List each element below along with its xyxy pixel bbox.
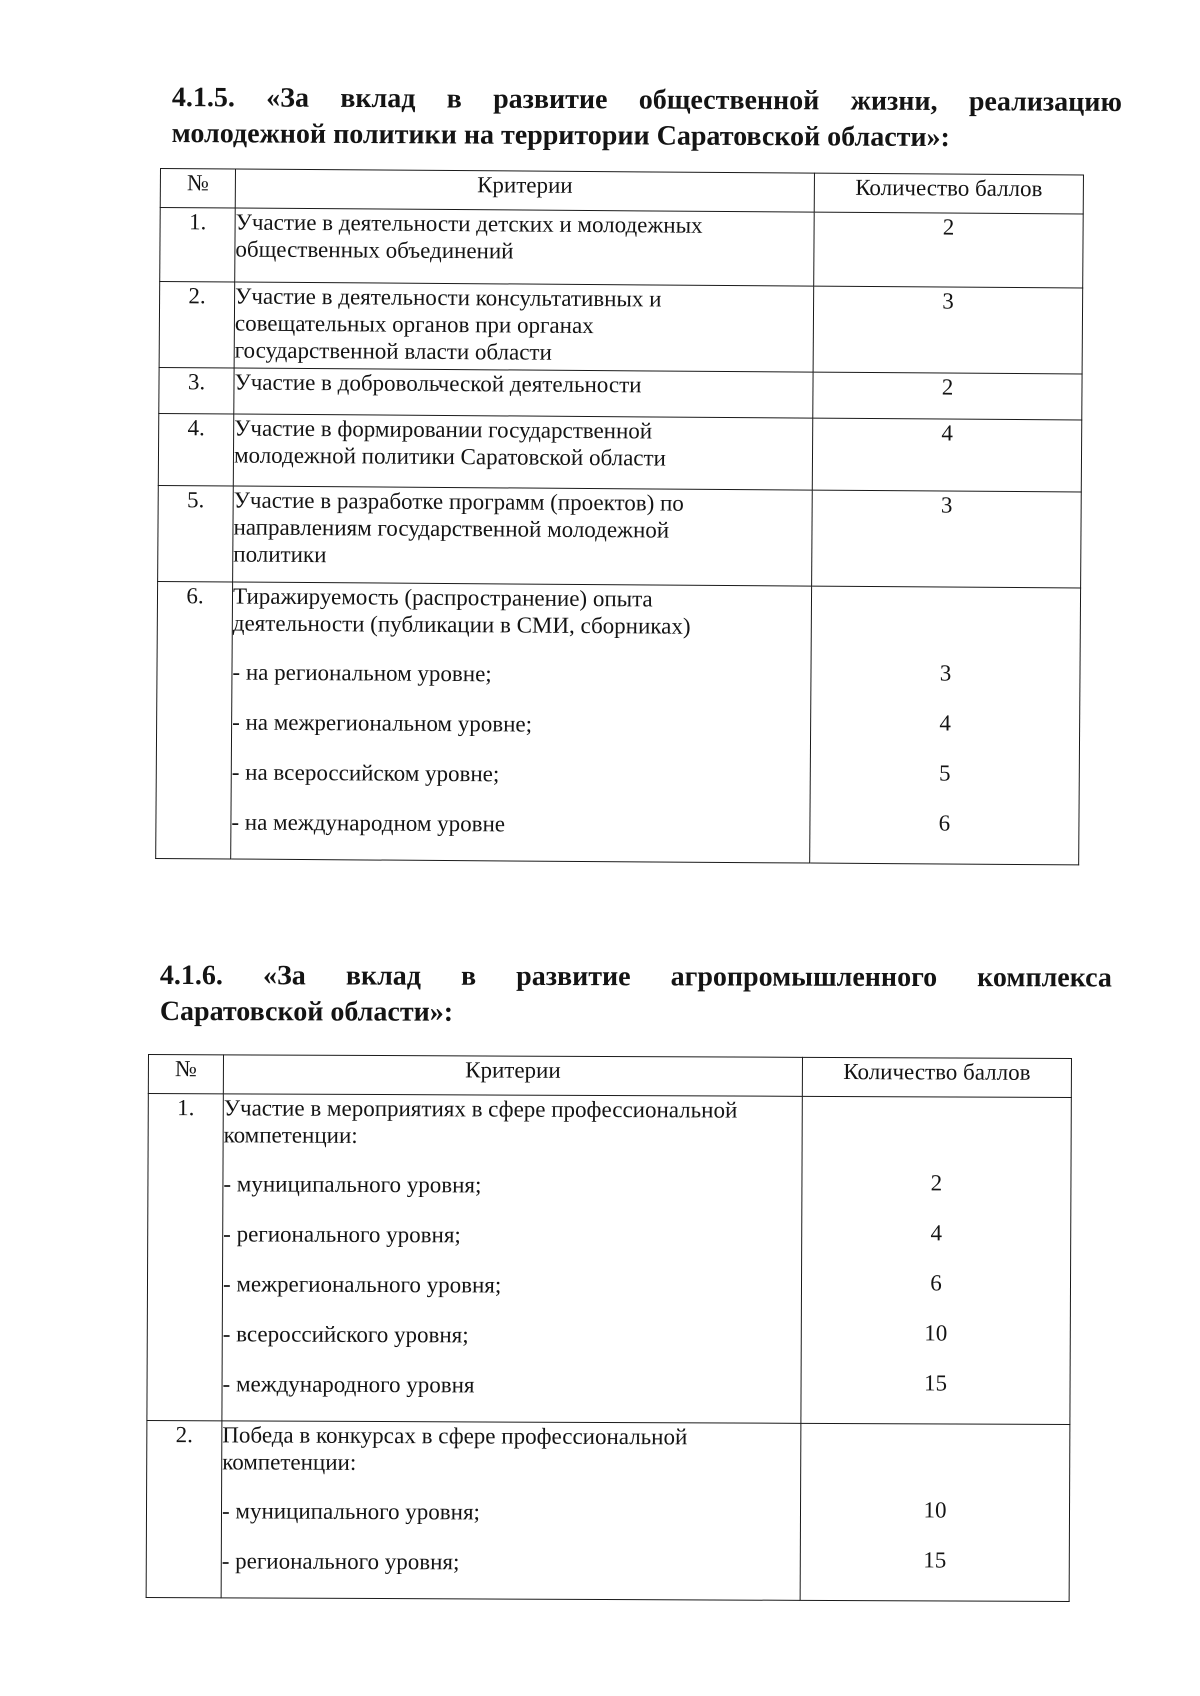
table-row: [147, 1094, 1071, 1425]
sub-points: 15: [924, 1370, 948, 1396]
points-value: 3: [940, 492, 953, 518]
table-body: [146, 1094, 1071, 1602]
criteria-line: политики: [233, 541, 327, 568]
row-criteria: [231, 582, 812, 863]
sub-criterion: - на международном уровне: [231, 809, 506, 837]
criteria-line: Участие в деятельности детских и молодежных: [235, 209, 703, 238]
sub-criterion: - регионального уровня;: [221, 1548, 460, 1575]
spacer: [801, 1424, 1069, 1497]
sub-points: 10: [924, 1320, 948, 1346]
criteria-line: Участие в разработке программ (проектов) по: [233, 487, 684, 516]
sub-criterion: - всероссийского уровня;: [222, 1321, 469, 1348]
heading-line: 4.1.6. «За вклад в развитие агропромышленного комплекса: [159, 960, 1112, 994]
header-points: Количество баллов: [802, 1057, 1071, 1097]
criteria-line: деятельности (публикации в СМИ, сборниках): [232, 610, 691, 639]
points-value: 4: [941, 420, 954, 446]
row-number: 1.: [147, 1094, 223, 1421]
heading-line: Саратовской области»:: [159, 995, 454, 1028]
row-criteria: [222, 1094, 802, 1424]
row-points: [814, 212, 1084, 288]
table-header-row: [160, 169, 1083, 214]
criteria-line: государственной власти области: [234, 337, 552, 365]
sub-criterion: - на межрегиональном уровне;: [232, 709, 533, 737]
criteria-line: Участие в деятельности консультативных и: [235, 283, 662, 312]
row-points: [812, 490, 1082, 588]
criteria-line: компетенции:: [223, 1122, 358, 1148]
row-criteria: [221, 1421, 801, 1601]
row-points: [813, 372, 1082, 420]
row-criteria: [233, 414, 812, 490]
row-points: [812, 418, 1081, 492]
section-heading-4-1-6: [160, 958, 1112, 1032]
row-points: [800, 1423, 1070, 1601]
criteria-line: Участие в мероприятиях в сфере профессиональной: [223, 1095, 738, 1123]
header-criteria: Критерии: [235, 169, 814, 212]
points-value: 2: [941, 374, 954, 400]
table-body: [156, 208, 1084, 865]
header-number: №: [148, 1055, 223, 1094]
sub-points: 3: [939, 660, 952, 686]
heading-line: 4.1.5. «За вклад в развитие общественной жизни, реализацию: [171, 81, 1122, 118]
sub-points: 6: [938, 810, 951, 836]
criteria-line: Победа в конкурсах в сфере профессиональной: [222, 1422, 688, 1450]
spacer: [803, 1097, 1071, 1170]
sub-points: 10: [923, 1497, 947, 1523]
criteria-line: Участие в добровольческой деятельности: [234, 369, 642, 398]
table-row: [156, 581, 1081, 864]
header-criteria: Критерии: [223, 1055, 802, 1097]
row-points: [801, 1096, 1071, 1424]
sub-criterion: - на всероссийском уровне;: [231, 759, 500, 787]
table-row: [159, 282, 1083, 374]
row-points: [813, 286, 1083, 374]
table-row: [146, 1420, 1070, 1601]
table-row: [158, 485, 1082, 587]
sub-criterion: - регионального уровня;: [223, 1221, 461, 1248]
row-number: 2.: [159, 282, 235, 369]
row-criteria: [235, 208, 815, 286]
row-number: 4.: [158, 413, 234, 486]
criteria-line: компетенции:: [222, 1449, 357, 1475]
sub-points: 4: [930, 1220, 943, 1246]
row-criteria: [234, 282, 814, 372]
spacer: [223, 1148, 801, 1173]
header-points: Количество баллов: [814, 173, 1083, 214]
row-number: 6.: [156, 581, 233, 859]
heading-line: молодежной политики на территории Саратовской области»:: [171, 117, 950, 154]
sub-criterion: - международного уровня: [222, 1371, 475, 1398]
points-list: [801, 1097, 1070, 1420]
row-number: 1.: [160, 208, 236, 283]
sub-criterion: - муниципального уровня;: [221, 1498, 481, 1525]
spacer: [812, 587, 1080, 661]
criteria-line: направлениям государственной молодежной: [233, 514, 670, 543]
table-row: [160, 208, 1083, 288]
row-points: [810, 586, 1081, 865]
sub-points: 5: [938, 760, 951, 786]
row-number: 2.: [146, 1420, 222, 1597]
criteria-line: Участие в формировании государственной: [234, 415, 653, 444]
row-criteria: [234, 368, 813, 418]
criteria-line: общественных объединений: [235, 236, 514, 264]
table-header-row: [148, 1055, 1071, 1098]
criteria-table-4-1-5: [155, 168, 1084, 865]
table-row: [159, 367, 1082, 419]
criteria-line: Тиражируемость (распространение) опыта: [232, 583, 653, 612]
section-heading-4-1-5: [172, 80, 1122, 157]
sub-points: 4: [939, 710, 951, 736]
spacer: [222, 1475, 800, 1500]
sub-criterion: - на региональном уровне;: [232, 659, 492, 687]
row-criteria: [233, 486, 813, 586]
sub-points: 6: [930, 1270, 942, 1296]
points-value: 2: [942, 214, 955, 240]
row-number: 3.: [159, 367, 234, 414]
points-list: [810, 587, 1080, 861]
sub-points: 2: [930, 1170, 943, 1196]
sub-criterion: - межрегионального уровня;: [222, 1271, 502, 1298]
row-number: 5.: [158, 485, 234, 582]
header-number: №: [160, 169, 235, 209]
sub-criterion: - муниципального уровня;: [223, 1171, 482, 1198]
criteria-line: совещательных органов при органах: [234, 310, 594, 339]
points-list: [801, 1424, 1070, 1597]
criteria-table-4-1-6: [146, 1054, 1072, 1602]
sub-points: 15: [923, 1547, 947, 1573]
points-value: 3: [942, 288, 954, 314]
criteria-line: молодежной политики Саратовской области: [233, 442, 666, 471]
table-row: [158, 413, 1081, 491]
